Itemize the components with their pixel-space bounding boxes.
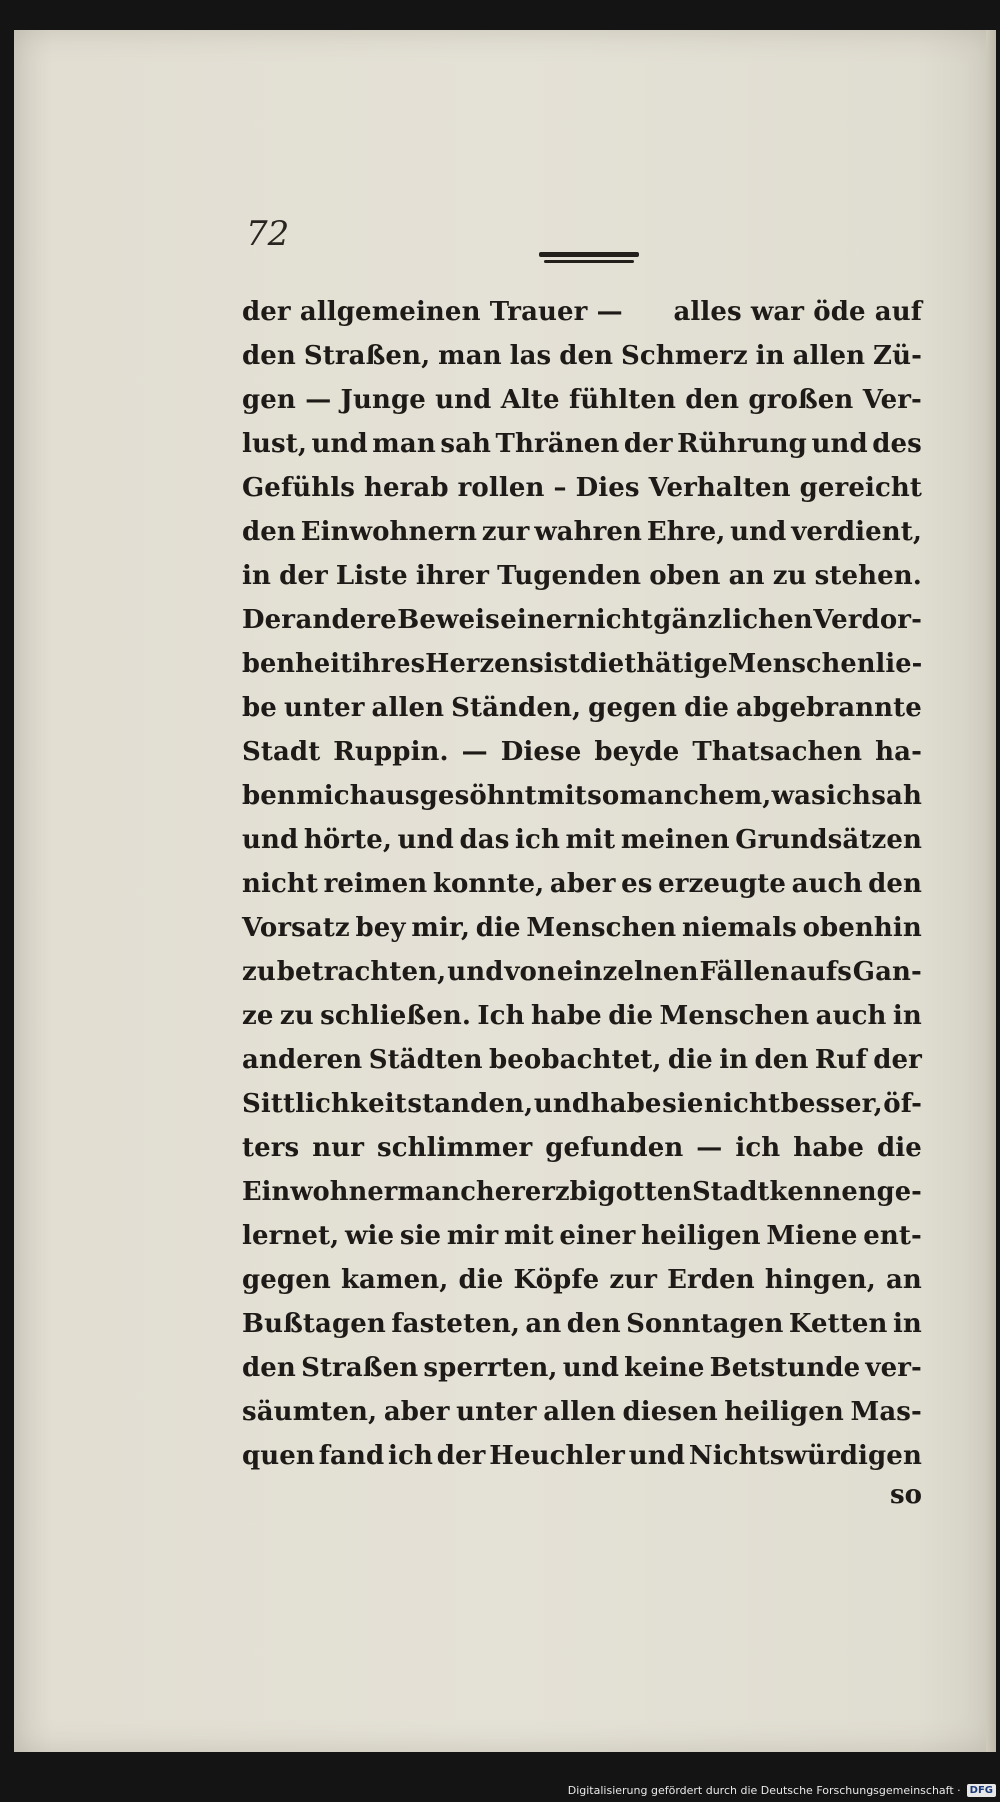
text-line bbox=[242, 950, 922, 994]
word: an bbox=[525, 1309, 562, 1339]
text-line bbox=[242, 598, 922, 642]
word: Menschen bbox=[526, 913, 677, 943]
text-line bbox=[242, 466, 922, 510]
word: gegen bbox=[242, 1265, 331, 1295]
word: niemals bbox=[681, 913, 797, 943]
word: habe bbox=[793, 1133, 865, 1163]
word: mit bbox=[565, 825, 616, 855]
word: und bbox=[562, 1353, 620, 1383]
text-line-segment bbox=[242, 334, 922, 378]
word: unter bbox=[283, 693, 365, 723]
word: standen, bbox=[407, 1089, 534, 1119]
text-line-segment bbox=[242, 598, 922, 642]
word: mir bbox=[446, 1221, 499, 1251]
word: aufs bbox=[789, 957, 852, 987]
word: Ich bbox=[477, 1001, 525, 1031]
text-line-segment bbox=[242, 950, 922, 994]
word: gegen bbox=[588, 693, 678, 723]
word: fasteten, bbox=[391, 1309, 520, 1339]
word: herab bbox=[363, 473, 449, 503]
word: habe bbox=[590, 1089, 662, 1119]
text-line-segment bbox=[242, 994, 922, 1038]
word: der bbox=[436, 1441, 486, 1471]
text-line bbox=[242, 1214, 922, 1258]
word: Fällen bbox=[699, 957, 790, 987]
word: Der bbox=[242, 605, 296, 635]
word: schließen. bbox=[320, 1001, 472, 1031]
word: den bbox=[868, 869, 922, 899]
text-line-segment bbox=[242, 774, 922, 818]
word: hörte, bbox=[303, 825, 393, 855]
word: säumten, bbox=[242, 1397, 378, 1427]
word: einer bbox=[500, 605, 577, 635]
word: einer bbox=[559, 1221, 636, 1251]
word: Einwohnern bbox=[300, 517, 477, 547]
word: was bbox=[771, 781, 826, 811]
word: ver- bbox=[865, 1353, 922, 1383]
word: fühlten bbox=[568, 385, 676, 415]
word: an bbox=[728, 561, 765, 591]
word: Dies bbox=[575, 473, 640, 503]
word: Verhalten bbox=[648, 473, 791, 503]
word: — bbox=[305, 385, 332, 415]
word: be bbox=[242, 693, 277, 723]
word: Ketten bbox=[788, 1309, 888, 1339]
word: obenhin bbox=[802, 913, 922, 943]
word: des bbox=[872, 429, 922, 459]
text-line bbox=[242, 554, 922, 598]
text-line bbox=[242, 818, 922, 862]
text-line bbox=[242, 1346, 922, 1390]
digitization-footer bbox=[568, 1780, 996, 1800]
word: und bbox=[628, 1441, 686, 1471]
word: den bbox=[242, 1353, 296, 1383]
word: Tugenden bbox=[497, 561, 642, 591]
word: Einwohner bbox=[242, 1177, 398, 1207]
word: ich bbox=[388, 1441, 433, 1471]
word: mancher bbox=[397, 1177, 525, 1207]
word: oben bbox=[649, 561, 721, 591]
word: gereicht bbox=[799, 473, 922, 503]
body-text bbox=[242, 290, 922, 1478]
word: betrachten, bbox=[276, 957, 447, 987]
word: fand bbox=[318, 1441, 385, 1471]
word: ent- bbox=[863, 1221, 922, 1251]
word: schlimmer bbox=[376, 1133, 533, 1163]
word: aber bbox=[383, 1397, 450, 1427]
word: sah bbox=[871, 781, 922, 811]
word: Bußtagen bbox=[242, 1309, 386, 1339]
word: den bbox=[566, 1309, 621, 1339]
word: den bbox=[685, 385, 740, 415]
text-line bbox=[242, 1258, 922, 1302]
word: Sittlichkeit bbox=[242, 1089, 407, 1119]
text-line-segment bbox=[242, 1258, 922, 1302]
word: mit bbox=[504, 1221, 554, 1251]
word: Sonntagen bbox=[626, 1309, 784, 1339]
word: nicht bbox=[704, 1089, 781, 1119]
word: diesen bbox=[622, 1397, 718, 1427]
word: ze bbox=[242, 1001, 274, 1031]
word: ich bbox=[735, 1133, 781, 1163]
word: den bbox=[242, 341, 296, 371]
word: allen bbox=[371, 693, 445, 723]
word: Gan- bbox=[852, 957, 922, 987]
text-line bbox=[242, 686, 922, 730]
text-line-segment bbox=[242, 1390, 922, 1434]
text-line-segment bbox=[242, 906, 922, 950]
word: ihres bbox=[352, 649, 426, 679]
word: in bbox=[719, 1045, 749, 1075]
word: der bbox=[623, 429, 673, 459]
word: und bbox=[435, 385, 492, 415]
page-edge bbox=[986, 30, 996, 1752]
word: beyde bbox=[594, 737, 680, 767]
word: erzeugte bbox=[658, 869, 787, 899]
word: Schmerz bbox=[621, 341, 748, 371]
word: und bbox=[533, 1089, 591, 1119]
word: sah bbox=[440, 429, 492, 459]
word: Thränen bbox=[495, 429, 620, 459]
word: der bbox=[279, 561, 328, 591]
word: abgebrannte bbox=[736, 693, 922, 723]
word: Straßen, bbox=[303, 341, 431, 371]
word: Nichtswürdigen bbox=[688, 1441, 922, 1471]
word: ihrer bbox=[415, 561, 490, 591]
word: bey bbox=[355, 913, 406, 943]
word: — bbox=[461, 737, 488, 767]
word: aber bbox=[549, 869, 616, 899]
word: Junge bbox=[340, 385, 426, 415]
word: hingen, bbox=[764, 1265, 876, 1295]
word: man bbox=[372, 429, 436, 459]
word: Ehre, bbox=[646, 517, 726, 547]
word: Gefühls bbox=[242, 473, 355, 503]
word: und bbox=[730, 517, 787, 547]
word: Diese bbox=[500, 737, 582, 767]
word: sie bbox=[662, 1089, 704, 1119]
word: reimen bbox=[323, 869, 428, 899]
word: allen bbox=[792, 341, 866, 371]
word: zu bbox=[772, 561, 807, 591]
word: ausgesöhnt bbox=[368, 781, 537, 811]
text-line bbox=[242, 422, 922, 466]
word: nur bbox=[312, 1133, 365, 1163]
word: Rührung bbox=[677, 429, 807, 459]
word: erzbigotten bbox=[524, 1177, 693, 1207]
word: den bbox=[242, 517, 296, 547]
text-line-segment bbox=[242, 862, 922, 906]
word: Erden bbox=[667, 1265, 755, 1295]
word: wie bbox=[345, 1221, 395, 1251]
word: Stadt bbox=[242, 737, 321, 767]
word: las bbox=[509, 341, 552, 371]
word: so bbox=[587, 781, 620, 811]
word: Liste bbox=[335, 561, 408, 591]
word: den bbox=[559, 341, 614, 371]
text-line bbox=[242, 1038, 922, 1082]
word: gen bbox=[242, 385, 296, 415]
word: Alte bbox=[500, 385, 560, 415]
word: mir, bbox=[411, 913, 471, 943]
word: Menschenlie- bbox=[727, 649, 923, 679]
catchword: so bbox=[890, 1480, 922, 1510]
word: allen bbox=[543, 1397, 616, 1427]
word: auch bbox=[815, 1001, 887, 1031]
word: zu bbox=[279, 1001, 314, 1031]
word: an bbox=[885, 1265, 922, 1295]
word: und bbox=[811, 429, 868, 459]
word: thätige bbox=[624, 649, 728, 679]
word: benheit bbox=[242, 649, 353, 679]
word: Grundsätzen bbox=[735, 825, 922, 855]
word: Mas- bbox=[850, 1397, 922, 1427]
word: keine bbox=[624, 1353, 705, 1383]
word: quen bbox=[242, 1441, 315, 1471]
footer-credit: Digitalisierung gefördert durch die Deutsche Forschungsgemeinschaft · bbox=[567, 1783, 961, 1797]
word: und bbox=[447, 957, 504, 987]
text-line bbox=[242, 378, 922, 422]
word: wahren bbox=[534, 517, 643, 547]
word: der bbox=[873, 1045, 922, 1075]
text-line-segment bbox=[242, 1302, 922, 1346]
word: es bbox=[621, 869, 653, 899]
word: ich bbox=[826, 781, 872, 811]
text-line-segment: der allgemeinen Trauer — bbox=[242, 297, 623, 327]
word: die bbox=[877, 1133, 922, 1163]
text-line bbox=[242, 334, 922, 378]
word: nicht bbox=[576, 605, 653, 635]
text-line-segment bbox=[242, 642, 923, 686]
word: Vorsatz bbox=[242, 913, 350, 943]
text-line-segment bbox=[242, 1346, 922, 1390]
text-line-segment bbox=[242, 1214, 922, 1258]
word: rollen bbox=[457, 473, 545, 503]
word: zur bbox=[481, 517, 530, 547]
word: einzelnen bbox=[556, 957, 699, 987]
text-line bbox=[242, 1434, 922, 1478]
word: die bbox=[580, 649, 625, 679]
word: sie bbox=[399, 1221, 442, 1251]
word: besser, bbox=[780, 1089, 883, 1119]
text-line bbox=[242, 510, 922, 554]
word: konnte, bbox=[432, 869, 545, 899]
page-number: 72 bbox=[246, 214, 290, 254]
word: ich bbox=[515, 825, 560, 855]
text-line bbox=[242, 994, 922, 1038]
text-line-segment bbox=[242, 378, 922, 422]
text-line bbox=[242, 642, 923, 686]
word: anderen bbox=[242, 1045, 363, 1075]
word: gefunden bbox=[545, 1133, 684, 1163]
text-line bbox=[242, 862, 922, 906]
text-line-segment bbox=[242, 818, 922, 862]
word: verdient, bbox=[791, 517, 922, 547]
word: Ständen, bbox=[451, 693, 582, 723]
word: von bbox=[504, 957, 556, 987]
word: die bbox=[684, 693, 729, 723]
word: Betstunde bbox=[709, 1353, 861, 1383]
word: ters bbox=[242, 1133, 300, 1163]
word: in bbox=[892, 1001, 922, 1031]
text-line bbox=[242, 1390, 922, 1434]
word: kamen, bbox=[340, 1265, 449, 1295]
word: andere bbox=[295, 605, 397, 635]
word: mich bbox=[296, 781, 369, 811]
word: und bbox=[397, 825, 454, 855]
word: kennen bbox=[769, 1177, 877, 1207]
word: stehen. bbox=[814, 561, 922, 591]
word: zur bbox=[609, 1265, 658, 1295]
word: Menschen bbox=[659, 1001, 810, 1031]
word: Stadt bbox=[692, 1177, 770, 1207]
word: meinen bbox=[620, 825, 730, 855]
word: zu bbox=[242, 957, 276, 987]
text-line-segment bbox=[242, 1434, 922, 1478]
text-line bbox=[242, 1170, 922, 1214]
word: ben bbox=[242, 781, 296, 811]
header-ornament bbox=[539, 252, 639, 270]
text-line-segment bbox=[242, 1082, 922, 1126]
word: heiligen bbox=[641, 1221, 761, 1251]
word: großen bbox=[748, 385, 854, 415]
word: Thatsachen bbox=[692, 737, 863, 767]
text-line-segment bbox=[242, 1170, 922, 1214]
word: beobachtet, bbox=[489, 1045, 662, 1075]
word: auch bbox=[791, 869, 863, 899]
word: nicht bbox=[242, 869, 319, 899]
word: ge- bbox=[876, 1177, 922, 1207]
word: in bbox=[755, 341, 785, 371]
word: in bbox=[242, 561, 271, 591]
word: Verdor- bbox=[813, 605, 922, 635]
text-line bbox=[242, 730, 922, 774]
word: und bbox=[242, 825, 299, 855]
word: lust, bbox=[242, 429, 307, 459]
word: den bbox=[754, 1045, 809, 1075]
word: — bbox=[696, 1133, 723, 1163]
text-line-segment bbox=[242, 422, 922, 466]
text-line bbox=[242, 290, 922, 334]
text-line-segment bbox=[242, 554, 922, 598]
word: habe bbox=[530, 1001, 602, 1031]
text-line bbox=[242, 906, 922, 950]
word: sperrten, bbox=[423, 1353, 558, 1383]
text-line bbox=[242, 1082, 922, 1126]
word: man bbox=[438, 341, 502, 371]
text-line bbox=[242, 774, 922, 818]
word: Städten bbox=[368, 1045, 483, 1075]
word: Herzens bbox=[425, 649, 544, 679]
word: Heuchler bbox=[489, 1441, 625, 1471]
word: unter bbox=[456, 1397, 537, 1427]
word: die bbox=[475, 913, 521, 943]
text-line-segment bbox=[242, 466, 922, 510]
word: Beweis bbox=[397, 605, 500, 635]
word: ha- bbox=[875, 737, 922, 767]
text-line-segment bbox=[242, 1126, 922, 1170]
word: mit bbox=[537, 781, 587, 811]
word: Ruppin. bbox=[333, 737, 449, 767]
word: Miene bbox=[766, 1221, 858, 1251]
text-line-segment bbox=[242, 510, 922, 554]
text-line bbox=[242, 1126, 922, 1170]
text-line bbox=[242, 1302, 922, 1346]
text-line-segment bbox=[242, 686, 922, 730]
word: Köpfe bbox=[513, 1265, 600, 1295]
word: – bbox=[553, 473, 567, 503]
word: ist bbox=[543, 649, 581, 679]
word: und bbox=[311, 429, 368, 459]
word: Ruf bbox=[814, 1045, 867, 1075]
word: lernet, bbox=[242, 1221, 340, 1251]
word: Ver- bbox=[862, 385, 922, 415]
word: Straßen bbox=[301, 1353, 419, 1383]
text-line-segment bbox=[242, 1038, 922, 1082]
dfg-logo: DFG bbox=[967, 1784, 996, 1797]
word: Zü- bbox=[873, 341, 922, 371]
text-line-segment bbox=[242, 730, 922, 774]
word: in bbox=[892, 1309, 922, 1339]
word: heiligen bbox=[724, 1397, 844, 1427]
word: die bbox=[458, 1265, 504, 1295]
word: die bbox=[667, 1045, 713, 1075]
word: gänzlichen bbox=[653, 605, 813, 635]
word: öf- bbox=[883, 1089, 922, 1119]
word: manchem, bbox=[619, 781, 772, 811]
word: die bbox=[608, 1001, 654, 1031]
text-line-segment: alles war öde auf bbox=[673, 297, 922, 327]
word: das bbox=[459, 825, 510, 855]
